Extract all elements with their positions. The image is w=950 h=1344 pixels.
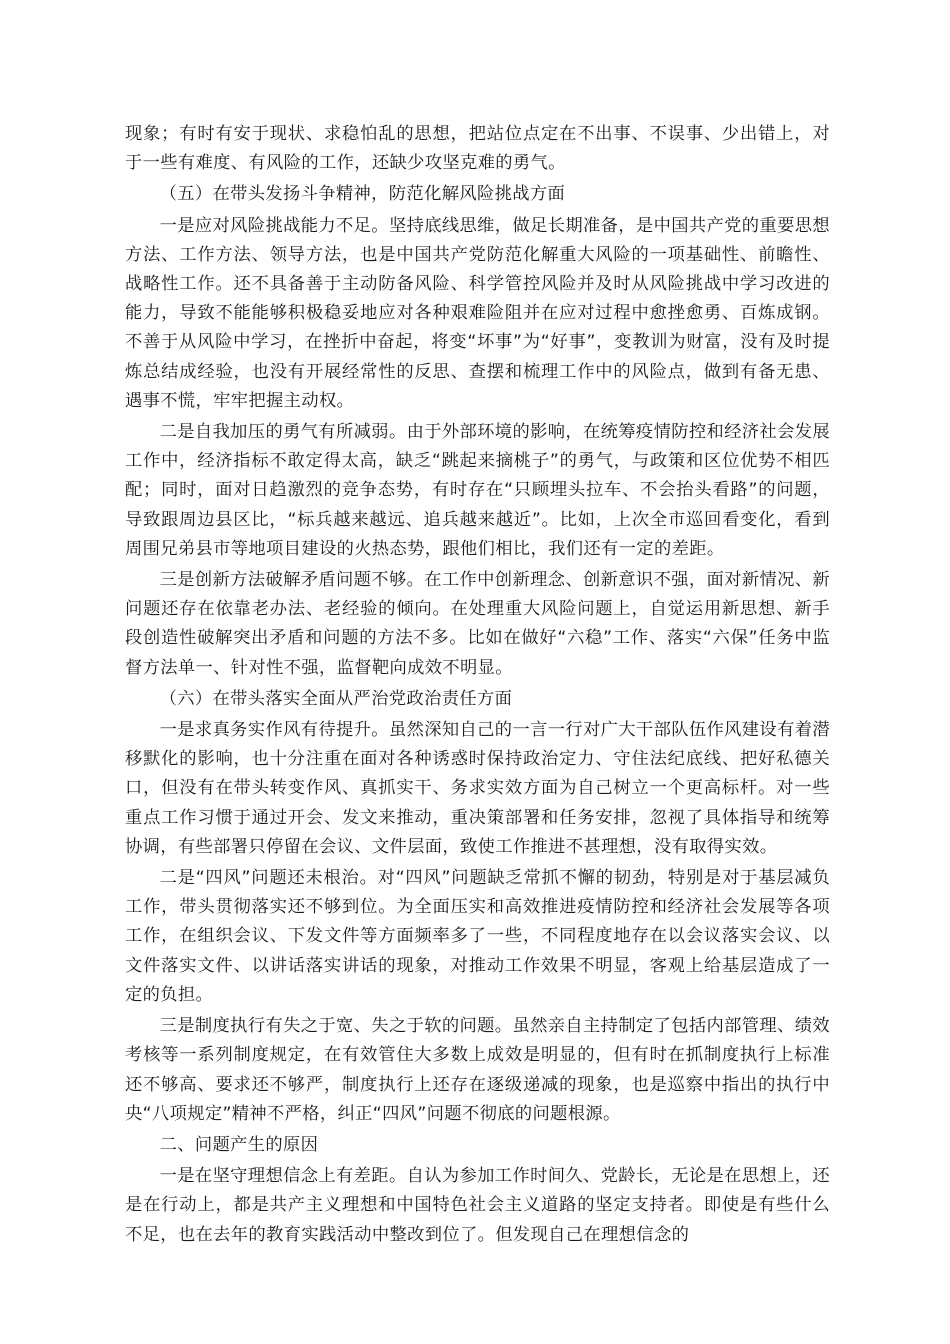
section-heading-5: （五）在带头发扬斗争精神，防范化解风险挑战方面 (159, 184, 566, 205)
paragraph-innovation: 三是创新方法破解矛盾问题不够。在工作中创新理念、创新意识不强，面对新情况、新问题还存在依靠老办法、老经验的倾向。在处理重大风险问题上，自觉运用新思想、新手段创造性破解突出矛盾和问题的方法不多。比如在做好“六稳”工作、落实“六保”任务中监督方法单一、针对性不强，监督靶向成效不明显。 (125, 570, 830, 678)
paragraph-continuation: 现象；有时有安于现状、求稳怕乱的思想，把站位点定在不出事、不误事、少出错上，对于一些有难度、有风险的工作，还缺少攻坚克难的勇气。 (125, 124, 830, 174)
paragraph-work-style: 一是求真务实作风有待提升。虽然深知自己的一言一行对广大干部队伍作风建设有着潜移默化的影响，也十分注重在面对各种诱惑时保持政治定力、守住法纪底线、把好私德关口，但没有在带头转变作风、真抓实干、务求实效方面为自己树立一个更高标杆。对一些重点工作习惯于通过开会、发文来推动，重决策部署和任务安排，忽视了具体指导和统筹协调，有些部署只停留在会议、文件层面，致使工作推进不甚理想，没有取得实效。 (125, 720, 830, 857)
paragraph-system-execution: 三是制度执行有失之于宽、失之于软的问题。虽然亲自主持制定了包括内部管理、绩效考核等一系列制度规定，在有效管住大多数上成效是明显的，但有时在抓制度执行上标准还不够高、要求还不够严，制度执行上还存在逐级递减的现象，也是巡察中指出的执行中央“八项规定”精神不严格，纠正“四风”问题不彻底的问题根源。 (125, 1016, 830, 1124)
section-heading-causes: 二、问题产生的原因 (159, 1134, 319, 1155)
paragraph-self-pressure: 二是自我加压的勇气有所减弱。由于外部环境的影响，在统筹疫情防控和经济社会发展工作中，经济指标不敢定得太高，缺乏“跳起来摘桃子”的勇气，与政策和区位优势不相匹配；同时，面对日趋激烈的竞争态势，有时存在“只顾埋头拉车、不会抬头看路”的问题，导致跟周边县区比，“标兵越来越远、追兵越来越近”。比如，上次全市巡回看变化，看到周围兄弟县市等地项目建设的火热态势，跟他们相比，我们还有一定的差距。 (125, 422, 830, 559)
paragraph-ideals: 一是在坚守理想信念上有差距。自认为参加工作时间久、党龄长，无论是在思想上，还是在行动上，都是共产主义理想和中国特色社会主义道路的坚定支持者。即使是有些什么不足，也在去年的教育实践活动中整改到位了。但发现自己在理想信念的 (125, 1166, 830, 1245)
paragraph-four-winds: 二是“四风”问题还未根治。对“四风”问题缺乏常抓不懈的韧劲，特别是对于基层减负工作，带头贯彻落实还不够到位。为全面压实和高效推进疫情防控和经济社会发展等各项工作，在组织会议、下发文件等方面频率多了一些，不同程度地存在以会议落实会议、以文件落实文件、以讲话落实讲话的现象，对推动工作效果不明显，客观上给基层造成了一定的负担。 (125, 868, 830, 1005)
section-heading-6: （六）在带头落实全面从严治党政治责任方面 (159, 688, 513, 709)
paragraph-risk-ability: 一是应对风险挑战能力不足。坚持底线思维，做足长期准备，是中国共产党的重要思想方法、工作方法、领导方法，也是中国共产党防范化解重大风险的一项基础性、前瞻性、战略性工作。还不具备善于主动防备风险、科学管控风险并及时从风险挑战中学习改进的能力，导致不能能够积极稳妥地应对各种艰难险阻并在应对过程中愈挫愈勇、百炼成钢。不善于从风险中学习，在挫折中奋起，将变“坏事”为“好事”，变教训为财富，没有及时提炼总结成经验，也没有开展经常性的反思、查摆和梳理工作中的风险点，做到有备无患、遇事不慌，牢牢把握主动权。 (125, 215, 830, 411)
document-page (125, 120, 830, 1252)
